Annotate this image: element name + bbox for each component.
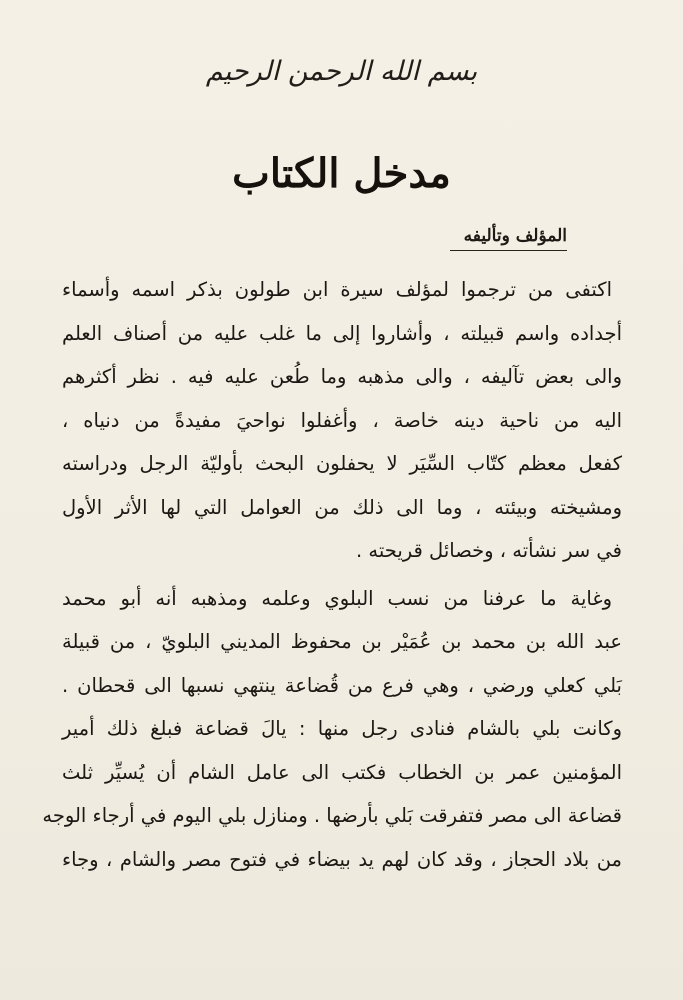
- body-text: [42, 268, 622, 881]
- section-side-heading: المؤلف وتأليفه: [450, 226, 567, 251]
- paragraph-1-line-6: ومشيخته وبيئته ، وما الى ذلك من العوامل التي لها الأثر الأول: [62, 495, 622, 519]
- paragraph-2-line-6: قضاعة الى مصر فتفرقت بَلي بأرضها . ومنازل بلي اليوم في أرجاء الوجه: [42, 804, 622, 827]
- paragraph-1-line-1: اكتفى من ترجموا لمؤلف سيرة ابن طولون بذكر اسمه وأسماء: [62, 278, 612, 301]
- paragraph-2-line-2: عبد الله بن محمد بن عُمَيْر بن محفوظ المديني البلويّ ، من قبيلة: [62, 630, 622, 653]
- paragraph-1-line-4: اليه من ناحية دينه خاصة ، وأغفلوا نواحيَ مفيدةً من دنياه ،: [62, 408, 622, 432]
- paragraph-2-line-1: وغاية ما عرفنا من نسب البلوي وعلمه ومذهبه أنه أبو محمد: [62, 586, 612, 610]
- paragraph-1-line-2: أجداده واسم قبيلته ، وأشاروا إلى ما غلب عليه من أصناف العلم: [62, 321, 622, 345]
- paragraph-2-line-4: وكانت بلي بالشام فنادى رجل منها : يالَ قضاعة فبلغ ذلك أمير: [62, 717, 622, 740]
- paragraph-1-line-7: في سر نشأته ، وخصائل قريحته .: [356, 539, 622, 562]
- paragraph-1-line-5: كفعل معظم كتّاب السِّيَر لا يحفلون البحث بأوليّة الرجل ودراسته: [62, 452, 622, 475]
- basmala-heading: بسم الله الرحمن الرحيم: [205, 56, 478, 87]
- paragraph-2-line-5: المؤمنين عمر بن الخطاب فكتب الى عامل الشام أن يُسيِّر ثلث: [62, 760, 622, 784]
- chapter-title: مدخل الكتاب: [232, 150, 451, 197]
- paragraph-2-line-7: من بلاد الحجاز ، وقد كان لهم يد بيضاء في فتوح مصر والشام ، وجاء: [62, 847, 622, 871]
- paragraph-1-line-3: والى بعض تآليفه ، والى مذهبه وما طُعن عليه فيه . نظر أكثرهم: [62, 365, 622, 388]
- paragraph-2-line-3: بَلي كعلي ورضي ، وهي فرع من قُضاعة ينتهي نسبها الى قحطان .: [62, 673, 622, 697]
